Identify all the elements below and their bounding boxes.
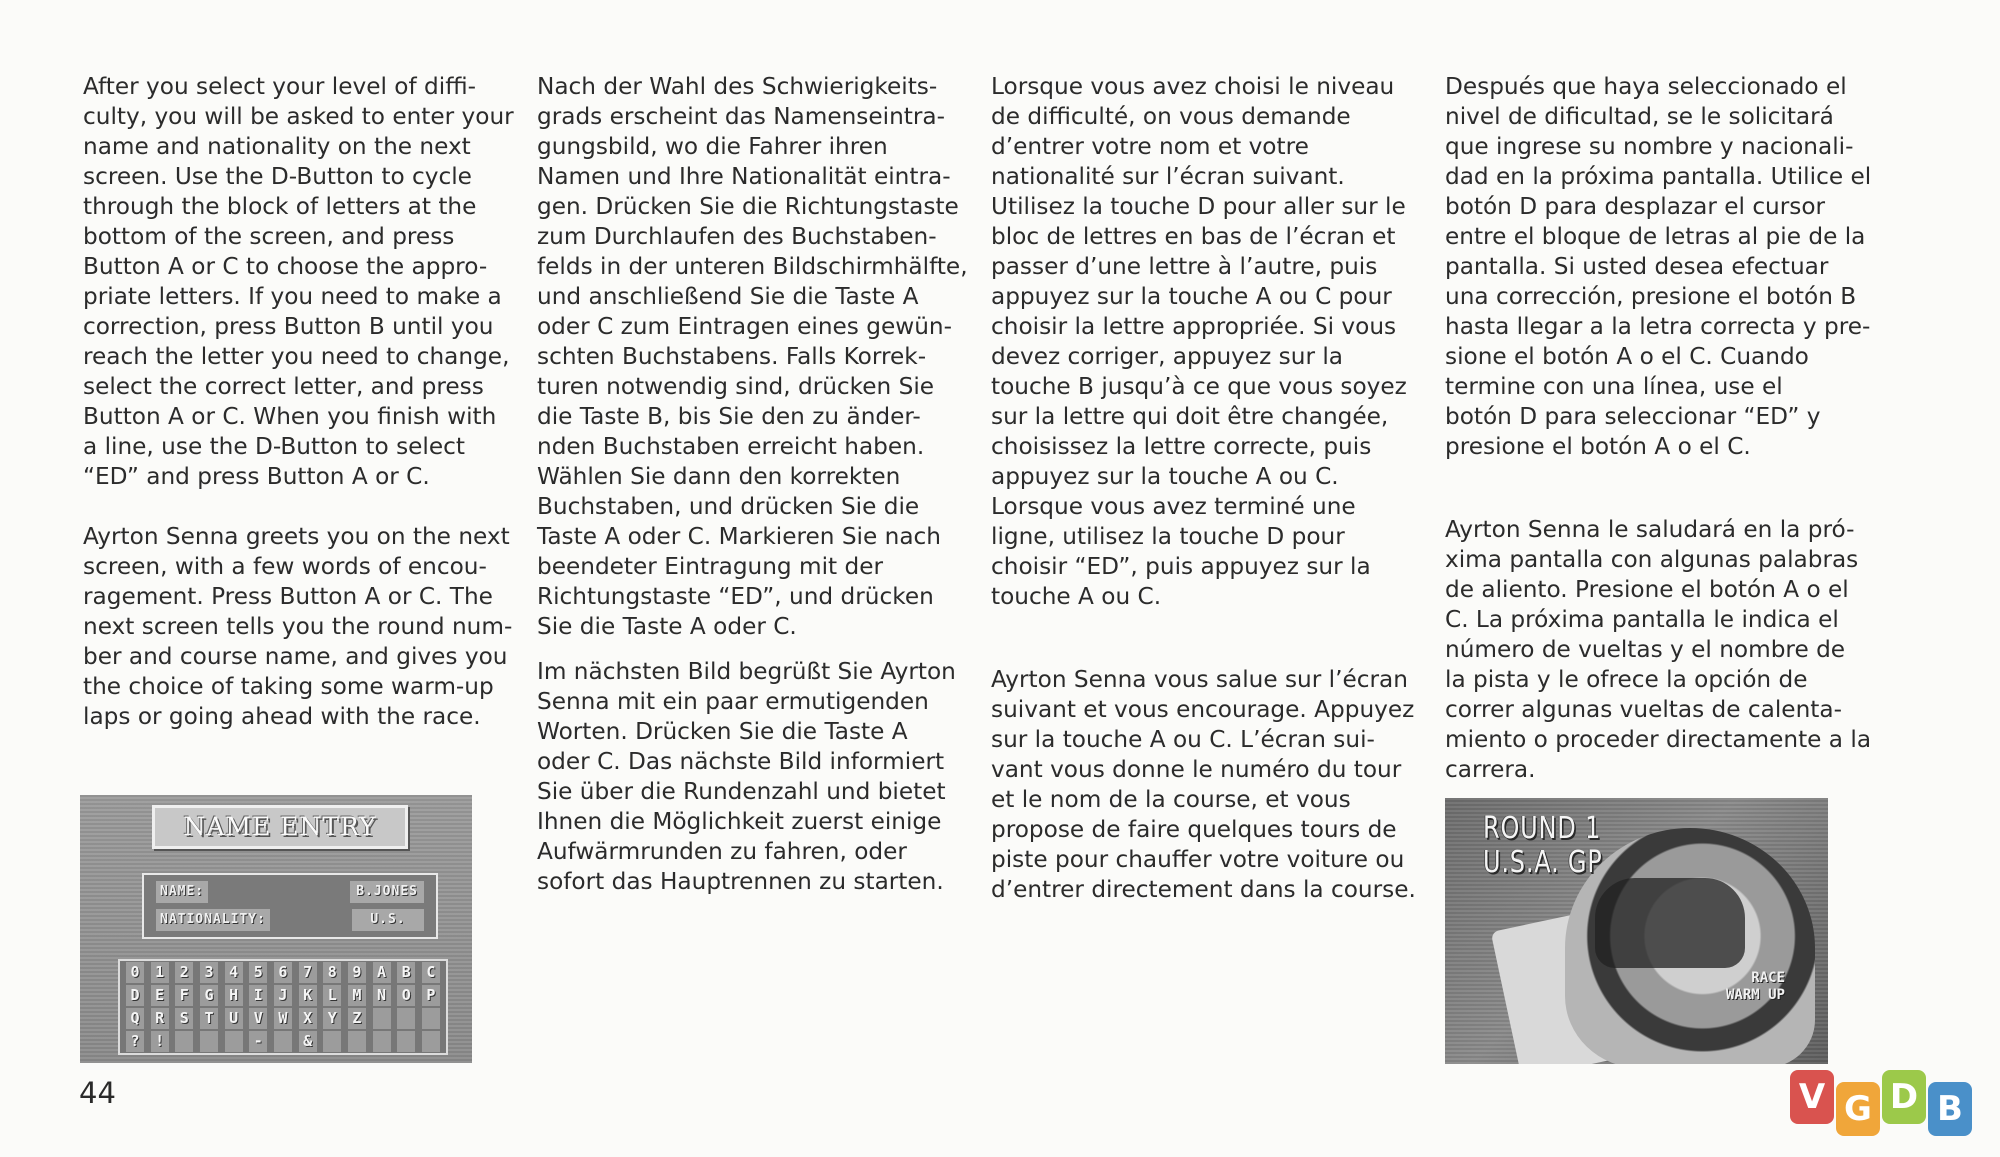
letter-cell: 3 — [200, 962, 218, 983]
logo-tile-v: V — [1790, 1070, 1834, 1124]
letter-cell: O — [397, 985, 415, 1006]
letter-cell — [373, 1008, 391, 1029]
letter-cell — [348, 1031, 366, 1052]
letter-cell: G — [200, 985, 218, 1006]
letter-cell: Y — [323, 1008, 341, 1029]
letter-cell: I — [249, 985, 267, 1006]
letter-cell — [175, 1031, 193, 1052]
round-screenshot — [1445, 798, 1828, 1064]
letter-cell — [323, 1031, 341, 1052]
letter-cell: F — [175, 985, 193, 1006]
letter-cell: A — [373, 962, 391, 983]
letter-cell: 6 — [274, 962, 292, 983]
spanish-paragraph-1: Después que haya seleccionado el nivel de dificultad, se le solicitará que ingrese su nombre y nacionali- dad en la próxima pantalla. Utilice el botón D para desplazar el cursor entre el bloque de letras al pie de la pantalla. Si usted desea efectuar una corrección, presione el botón B hasta llegar a la letra correcta y pre- sione el botón A o el C. Cuando termine con una línea, use el botón D para seleccionar “ED” y presione el botón A o el C. — [1445, 73, 1872, 460]
english-paragraph-1: After you select your level of diffi- culty, you will be asked to enter your name and nationality on the next screen. Use the D-Button to cycle through the block of letters at the bottom of the screen, and press Button A or C to choose the appro- priate letters. If you need to make a correction, press Button B until you reach the letter you need to change, select the correct letter, and press Button A or C. When you finish with a line, use the D-Button to select “ED” and press Button A or C. — [83, 73, 514, 490]
menu-race: RACE — [1751, 970, 1785, 986]
letter-cell: V — [249, 1008, 267, 1029]
logo-tile-g: G — [1836, 1082, 1880, 1136]
letter-cell: W — [274, 1008, 292, 1029]
letter-cell: 7 — [299, 962, 317, 983]
course-label: U.S.A. GP — [1483, 845, 1603, 880]
letter-cell: ? — [126, 1031, 144, 1052]
letter-row — [120, 1007, 446, 1030]
letter-cell: X — [299, 1008, 317, 1029]
nationality-value: U.S. — [352, 909, 424, 931]
letter-cell: J — [274, 985, 292, 1006]
name-entry-screenshot — [80, 795, 472, 1063]
french-paragraph-1: Lorsque vous avez choisi le niveau de difficulté, on vous demande d’entrer votre nom et votre nationalité sur l’écran suivant. Utilisez la touche D pour aller sur le bloc de lettres en bas de l’écran et passer d’une lettre à l’autre, puis appuyez sur la touche A ou C pour choisir la lettre appropriée. Si vous devez corriger, appuyez sur la touche B jusqu’à ce que vous soyez sur la lettre qui doit être changée, choisissez la lettre correcte, puis appuyez sur la touche A ou C. Lorsque vous avez terminé une ligne, utilisez la touche D pour choisir “ED”, puis appuyez sur la touche A ou C. — [991, 73, 1407, 610]
french-paragraph-2: Ayrton Senna vous salue sur l’écran suivant et vous encourage. Appuyez sur la touche A ou C. L’écran sui- vant vous donne le numéro du tour et le nom de la course, et vous propose de faire quelques tours de piste pour chauffer votre voiture ou d’entrer directement dans la course. — [991, 666, 1416, 903]
vgdb-watermark-logo — [1790, 1070, 1990, 1140]
letter-cell: C — [422, 962, 440, 983]
letter-row — [120, 961, 446, 984]
letter-cell — [200, 1031, 218, 1052]
letter-block — [118, 959, 448, 1055]
name-value: B.JONES — [350, 881, 424, 903]
letter-cell: 1 — [151, 962, 169, 983]
letter-cell — [373, 1031, 391, 1052]
letter-cell: 0 — [126, 962, 144, 983]
round-label: ROUND 1 — [1483, 811, 1602, 846]
letter-row — [120, 984, 446, 1007]
name-entry-title: NAME ENTRY — [152, 805, 408, 849]
letter-cell: T — [200, 1008, 218, 1029]
page-number: 44 — [79, 1076, 116, 1110]
menu-warm-up: WARM UP — [1725, 987, 1785, 1003]
letter-cell: U — [225, 1008, 243, 1029]
german-column — [537, 72, 977, 897]
letter-cell: 5 — [249, 962, 267, 983]
letter-cell — [422, 1031, 440, 1052]
letter-cell: Q — [126, 1008, 144, 1029]
logo-tile-b: B — [1928, 1082, 1972, 1136]
letter-cell: D — [126, 985, 144, 1006]
letter-cell — [274, 1031, 292, 1052]
round-menu — [1685, 970, 1785, 1004]
letter-cell: - — [249, 1031, 267, 1052]
letter-cell — [397, 1031, 415, 1052]
letter-cell: N — [373, 985, 391, 1006]
english-column — [83, 72, 523, 732]
letter-cell: 4 — [225, 962, 243, 983]
name-label: NAME: — [156, 881, 208, 903]
letter-cell: H — [225, 985, 243, 1006]
letter-cell: 8 — [323, 962, 341, 983]
nationality-label: NATIONALITY: — [156, 909, 270, 931]
letter-cell — [422, 1008, 440, 1029]
letter-row — [120, 1030, 446, 1053]
letter-cell: L — [323, 985, 341, 1006]
german-paragraph-2: Im nächsten Bild begrüßt Sie Ayrton Senna mit ein paar ermutigenden Worten. Drücken Sie die Taste A oder C. Das nächste Bild informiert Sie über die Rundenzahl und bietet Ihnen die Möglichkeit zuerst einige Aufwärmrunden zu fahren, oder sofort das Hauptrennen zu starten. — [537, 658, 956, 895]
letter-cell: M — [348, 985, 366, 1006]
name-row — [152, 881, 428, 903]
letter-cell: 2 — [175, 962, 193, 983]
letter-cell: Z — [348, 1008, 366, 1029]
letter-cell: E — [151, 985, 169, 1006]
french-column — [991, 72, 1431, 905]
letter-cell: B — [397, 962, 415, 983]
letter-cell: P — [422, 985, 440, 1006]
letter-cell: R — [151, 1008, 169, 1029]
helmet-visor — [1595, 878, 1745, 968]
letter-cell: 9 — [348, 962, 366, 983]
logo-tile-d: D — [1882, 1070, 1926, 1124]
letter-cell: ! — [151, 1031, 169, 1052]
letter-cell: & — [299, 1031, 317, 1052]
spanish-column — [1445, 72, 1885, 785]
english-paragraph-2: Ayrton Senna greets you on the next screen, with a few words of encou- ragement. Press Button A or C. The next screen tells you the round num- ber and course name, and gives you the choice of taking some warm-up laps or going ahead with the race. — [83, 523, 513, 730]
letter-cell: S — [175, 1008, 193, 1029]
letter-cell — [225, 1031, 243, 1052]
letter-cell — [397, 1008, 415, 1029]
nationality-row — [152, 909, 428, 931]
letter-cell: K — [299, 985, 317, 1006]
spanish-paragraph-2: Ayrton Senna le saludará en la pró- xima pantalla con algunas palabras de aliento. Presione el botón A o el C. La próxima pantalla le indica el número de vueltas y el nombre de la pista y le ofrece la opción de correr algunas vueltas de calenta- miento o proceder directamente a la carrera. — [1445, 516, 1872, 783]
german-paragraph-1: Nach der Wahl des Schwierigkeits- grads erscheint das Namenseintra- gungsbild, wo die Fahrer ihren Namen und Ihre Nationalität eintra- gen. Drücken Sie die Richtungstaste zum Durchlaufen des Buchstaben- felds in der unteren Bildschirmhälfte, und anschließend Sie die Taste A oder C zum Eintragen eines gewün- schten Buchstabens. Falls Korrek- turen notwendig sind, drücken Sie die Taste B, bis Sie den zu änder- nden Buchstaben erreicht haben. Wählen Sie dann den korrekten Buchstaben, und drücken Sie die Taste A oder C. Markieren Sie nach beendeter Eintragung mit der Richtungstaste “ED”, und drücken Sie die Taste A oder C. — [537, 73, 968, 640]
name-entry-panel — [142, 873, 438, 939]
